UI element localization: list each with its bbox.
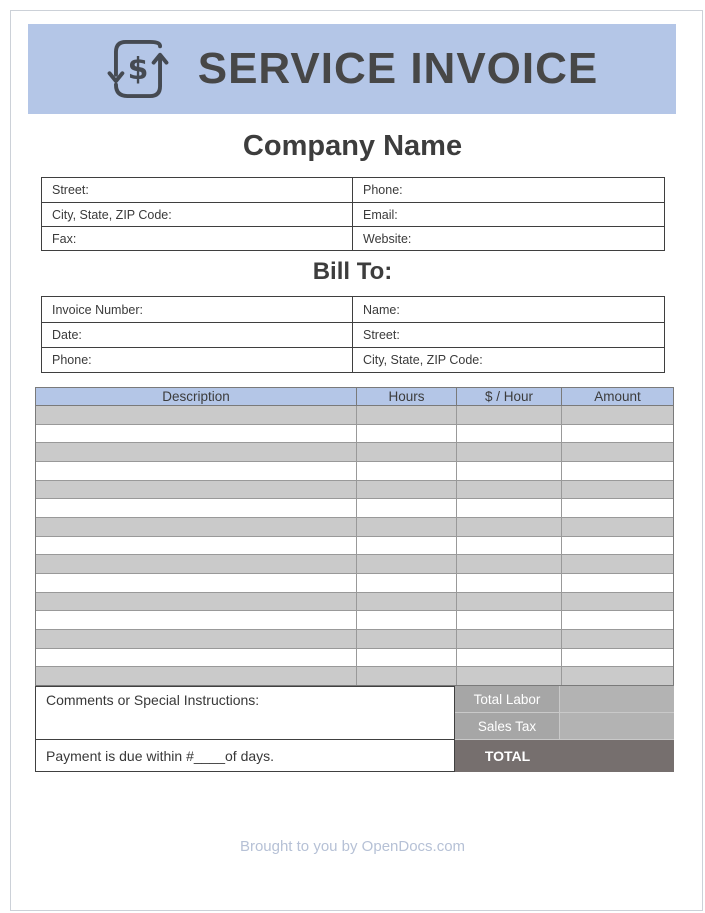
line-items-header-row bbox=[36, 388, 673, 406]
line-item-amount-cell[interactable] bbox=[561, 611, 673, 629]
footer-credit[interactable]: Brought to you by OpenDocs.com bbox=[239, 838, 466, 855]
field-label: Street: bbox=[363, 328, 400, 342]
line-item-amount-cell[interactable] bbox=[561, 499, 673, 517]
line-item-amount-cell[interactable] bbox=[561, 649, 673, 667]
total-value-field[interactable] bbox=[560, 740, 674, 772]
line-item-description-cell[interactable] bbox=[36, 630, 356, 648]
column-header-rate: $ / Hour bbox=[456, 388, 561, 405]
line-item-description-cell[interactable] bbox=[36, 649, 356, 667]
header-band bbox=[28, 24, 676, 114]
line-item-row bbox=[36, 610, 673, 629]
line-item-amount-cell[interactable] bbox=[561, 593, 673, 611]
field-label: Email: bbox=[363, 207, 398, 222]
line-item-rate-cell[interactable] bbox=[456, 649, 561, 667]
bill-to-info-table bbox=[41, 296, 665, 373]
line-item-hours-cell[interactable] bbox=[356, 555, 456, 573]
line-item-description-cell[interactable] bbox=[36, 425, 356, 443]
company-email-field[interactable] bbox=[353, 203, 664, 226]
line-item-amount-cell[interactable] bbox=[561, 537, 673, 555]
company-city-state-zip-field[interactable] bbox=[42, 203, 353, 226]
line-item-rate-cell[interactable] bbox=[456, 611, 561, 629]
line-item-description-cell[interactable] bbox=[36, 518, 356, 536]
line-item-amount-cell[interactable] bbox=[561, 574, 673, 592]
payment-terms-field[interactable] bbox=[35, 740, 455, 772]
line-item-amount-cell[interactable] bbox=[561, 443, 673, 461]
billto-phone-field[interactable] bbox=[42, 348, 353, 372]
line-item-row bbox=[36, 666, 673, 685]
line-item-description-cell[interactable] bbox=[36, 611, 356, 629]
table-row bbox=[42, 347, 664, 372]
line-item-row bbox=[36, 442, 673, 461]
line-item-rate-cell[interactable] bbox=[456, 406, 561, 424]
line-item-rate-cell[interactable] bbox=[456, 555, 561, 573]
line-items-body bbox=[36, 406, 673, 685]
line-item-hours-cell[interactable] bbox=[356, 481, 456, 499]
line-item-row bbox=[36, 536, 673, 555]
line-item-rate-cell[interactable] bbox=[456, 518, 561, 536]
page-title: SERVICE INVOICE bbox=[197, 44, 599, 93]
total-label: TOTAL bbox=[455, 740, 560, 772]
line-item-hours-cell[interactable] bbox=[356, 630, 456, 648]
line-item-description-cell[interactable] bbox=[36, 499, 356, 517]
field-label: Date: bbox=[52, 328, 82, 342]
line-item-row bbox=[36, 406, 673, 424]
line-item-row bbox=[36, 629, 673, 648]
field-label: Phone: bbox=[52, 353, 92, 367]
line-item-rate-cell[interactable] bbox=[456, 574, 561, 592]
field-label: Name: bbox=[363, 302, 400, 317]
line-item-row bbox=[36, 554, 673, 573]
payment-terms-label: Payment is due within #____of days. bbox=[46, 747, 275, 764]
total-labor-value-field[interactable] bbox=[560, 686, 674, 713]
billto-date-field[interactable] bbox=[42, 323, 353, 347]
sales-tax-label: Sales Tax bbox=[455, 713, 560, 740]
line-item-amount-cell[interactable] bbox=[561, 425, 673, 443]
line-item-hours-cell[interactable] bbox=[356, 574, 456, 592]
billto-street-field[interactable] bbox=[353, 323, 664, 347]
field-label: City, State, ZIP Code: bbox=[363, 353, 483, 367]
line-item-amount-cell[interactable] bbox=[561, 462, 673, 480]
billto-name-field[interactable] bbox=[353, 297, 664, 322]
line-item-hours-cell[interactable] bbox=[356, 649, 456, 667]
line-item-description-cell[interactable] bbox=[36, 462, 356, 480]
line-item-row bbox=[36, 498, 673, 517]
line-item-hours-cell[interactable] bbox=[356, 462, 456, 480]
sales-tax-value-field[interactable] bbox=[560, 713, 674, 740]
line-item-hours-cell[interactable] bbox=[356, 425, 456, 443]
company-fax-field[interactable] bbox=[42, 227, 353, 250]
line-item-amount-cell[interactable] bbox=[561, 481, 673, 499]
money-transfer-icon bbox=[106, 32, 170, 106]
field-label: Fax: bbox=[52, 231, 77, 246]
line-item-rate-cell[interactable] bbox=[456, 462, 561, 480]
line-item-row bbox=[36, 424, 673, 443]
line-item-hours-cell[interactable] bbox=[356, 611, 456, 629]
table-row bbox=[42, 297, 664, 322]
svg-text:$: $ bbox=[127, 51, 149, 87]
line-item-rate-cell[interactable] bbox=[456, 667, 561, 685]
line-item-description-cell[interactable] bbox=[36, 443, 356, 461]
line-item-row bbox=[36, 573, 673, 592]
field-label: Website: bbox=[363, 231, 412, 246]
line-item-row bbox=[36, 592, 673, 611]
comments-field[interactable] bbox=[35, 686, 455, 740]
line-item-hours-cell[interactable] bbox=[356, 406, 456, 424]
line-item-rate-cell[interactable] bbox=[456, 593, 561, 611]
field-label: Invoice Number: bbox=[52, 302, 144, 317]
line-item-rate-cell[interactable] bbox=[456, 425, 561, 443]
company-name-heading: Company Name bbox=[242, 130, 463, 162]
company-website-field[interactable] bbox=[353, 227, 664, 250]
field-label: City, State, ZIP Code: bbox=[52, 207, 172, 222]
line-item-amount-cell[interactable] bbox=[561, 630, 673, 648]
comments-label: Comments or Special Instructions: bbox=[46, 692, 260, 708]
line-item-row bbox=[36, 461, 673, 480]
line-item-amount-cell[interactable] bbox=[561, 667, 673, 685]
line-item-amount-cell[interactable] bbox=[561, 406, 673, 424]
line-item-description-cell[interactable] bbox=[36, 406, 356, 424]
company-info-table bbox=[41, 177, 665, 251]
line-item-description-cell[interactable] bbox=[36, 574, 356, 592]
line-item-description-cell[interactable] bbox=[36, 555, 356, 573]
line-item-description-cell[interactable] bbox=[36, 481, 356, 499]
table-row bbox=[42, 322, 664, 347]
field-label: Phone: bbox=[363, 183, 403, 197]
line-items-table bbox=[35, 387, 674, 686]
line-item-rate-cell[interactable] bbox=[456, 630, 561, 648]
line-item-rate-cell[interactable] bbox=[456, 499, 561, 517]
line-item-hours-cell[interactable] bbox=[356, 518, 456, 536]
field-label: Street: bbox=[52, 183, 89, 197]
line-item-rate-cell[interactable] bbox=[456, 443, 561, 461]
line-item-rate-cell[interactable] bbox=[456, 537, 561, 555]
column-header-amount: Amount bbox=[561, 388, 673, 405]
company-phone-field[interactable] bbox=[353, 178, 664, 202]
line-item-amount-cell[interactable] bbox=[561, 555, 673, 573]
table-row bbox=[42, 178, 664, 202]
line-item-hours-cell[interactable] bbox=[356, 667, 456, 685]
bill-to-heading: Bill To: bbox=[312, 258, 393, 285]
company-street-field[interactable] bbox=[42, 178, 353, 202]
line-item-hours-cell[interactable] bbox=[356, 499, 456, 517]
line-item-description-cell[interactable] bbox=[36, 537, 356, 555]
line-item-row bbox=[36, 517, 673, 536]
line-item-rate-cell[interactable] bbox=[456, 481, 561, 499]
line-item-description-cell[interactable] bbox=[36, 667, 356, 685]
line-item-row bbox=[36, 480, 673, 499]
table-row bbox=[42, 226, 664, 250]
summary-section bbox=[35, 686, 674, 772]
column-header-description: Description bbox=[162, 389, 230, 404]
line-item-description-cell[interactable] bbox=[36, 593, 356, 611]
table-row bbox=[42, 202, 664, 226]
billto-city-state-zip-field[interactable] bbox=[353, 348, 664, 372]
line-item-amount-cell[interactable] bbox=[561, 518, 673, 536]
line-item-row bbox=[36, 648, 673, 667]
billto-invoice-number-field[interactable] bbox=[42, 297, 353, 322]
column-header-hours: Hours bbox=[356, 388, 456, 405]
total-labor-label: Total Labor bbox=[455, 686, 560, 713]
line-item-hours-cell[interactable] bbox=[356, 443, 456, 461]
line-item-hours-cell[interactable] bbox=[356, 593, 456, 611]
line-item-hours-cell[interactable] bbox=[356, 537, 456, 555]
